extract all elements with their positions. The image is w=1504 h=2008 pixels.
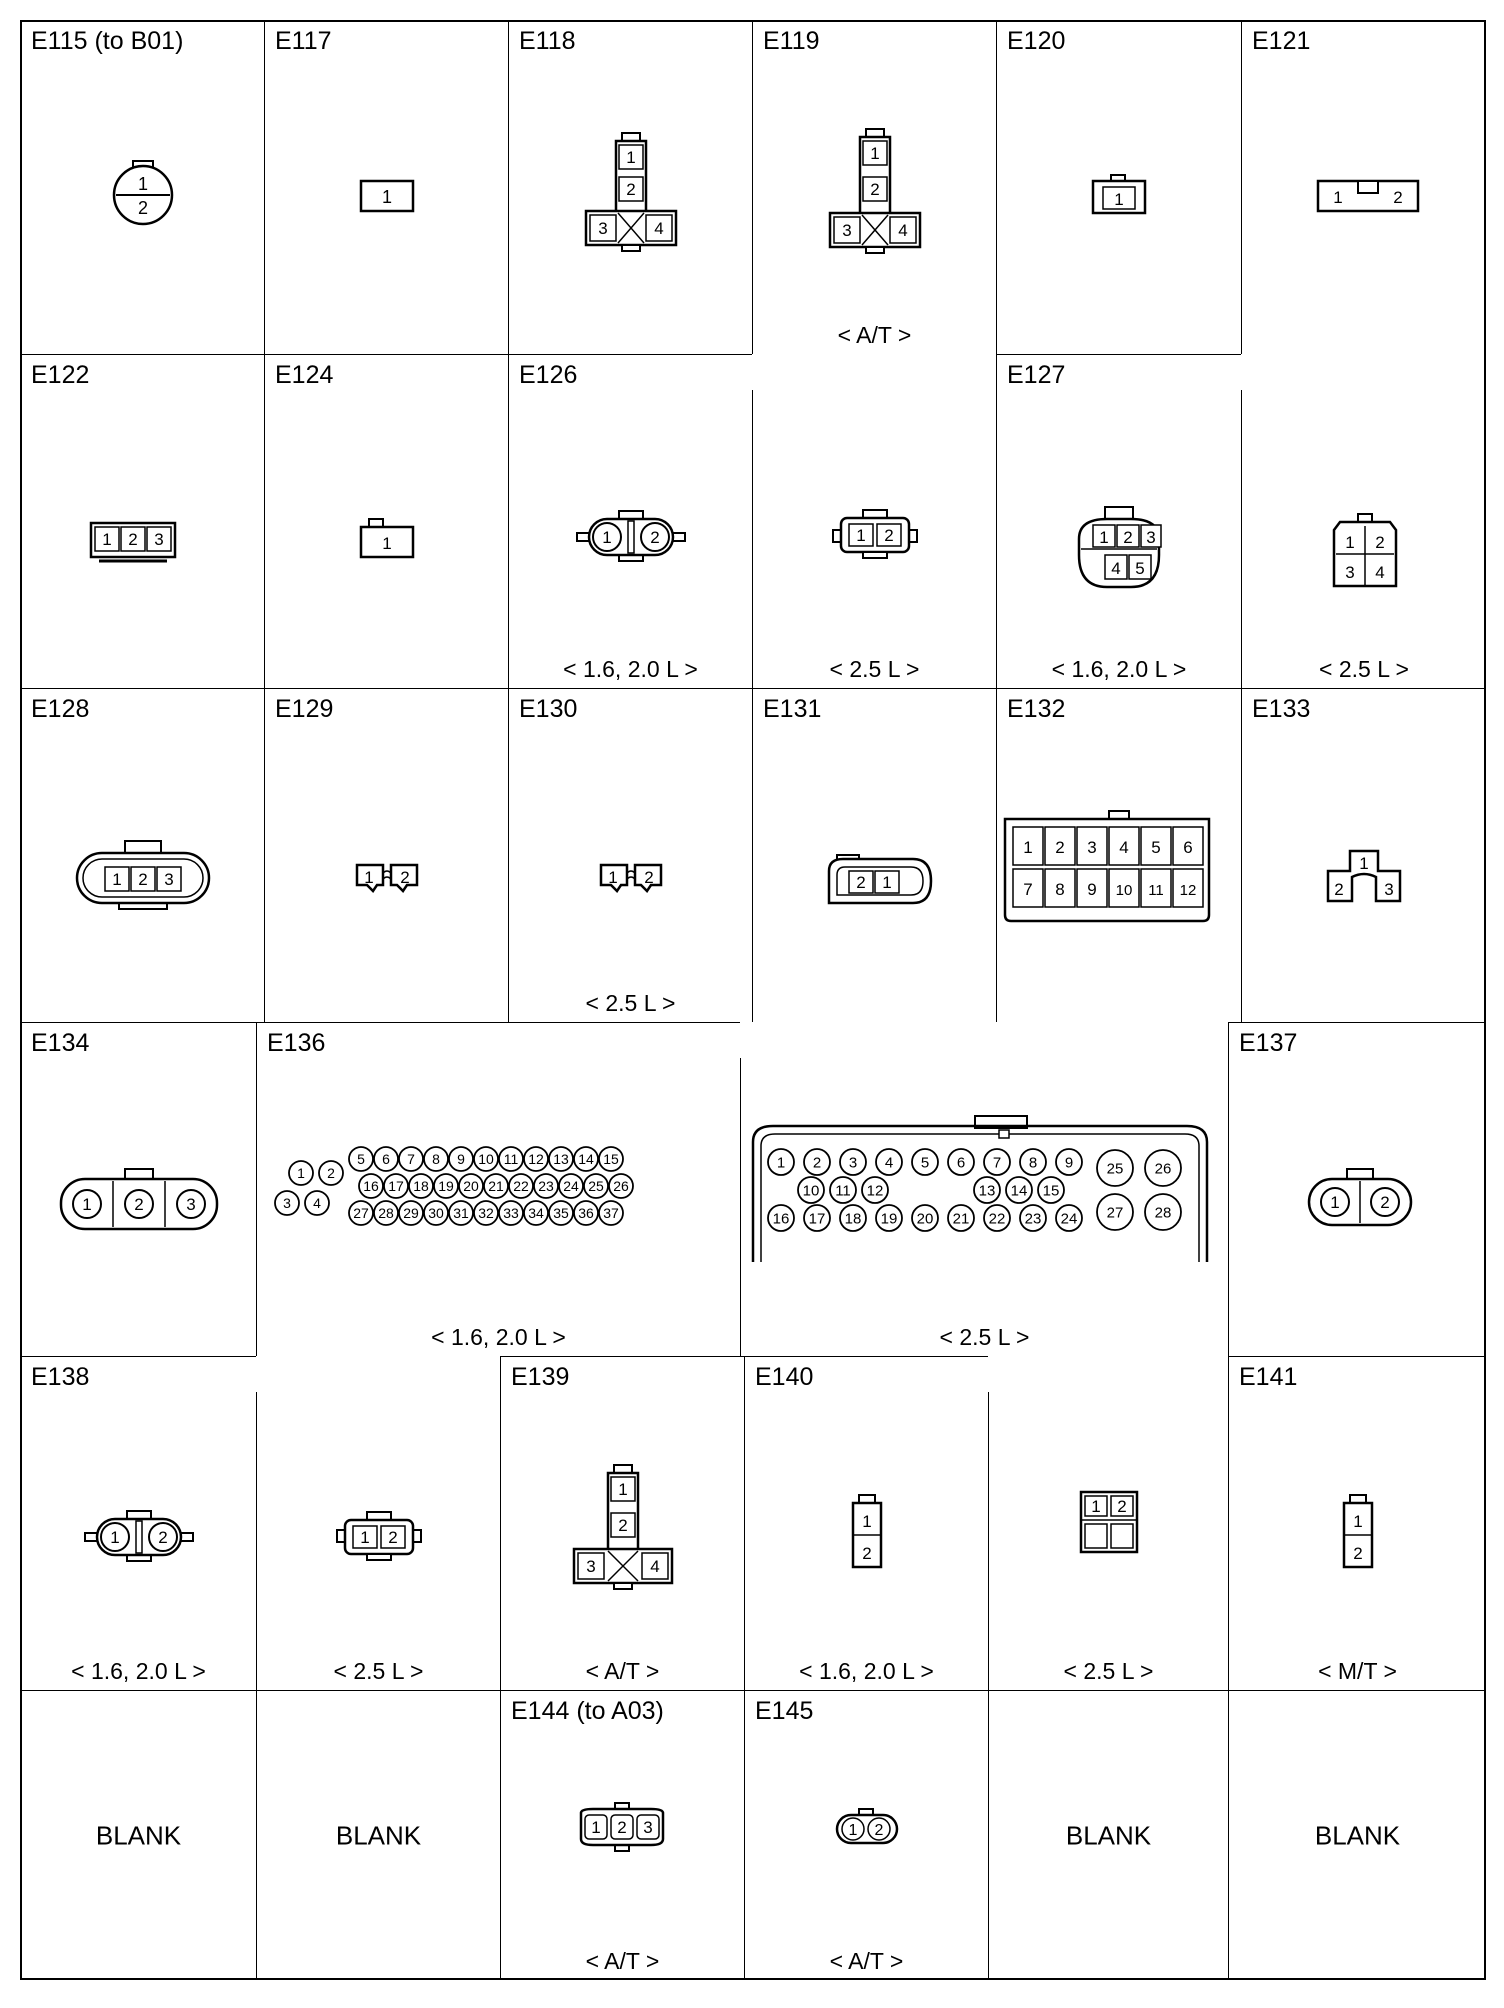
connector-e127-diagram xyxy=(997,355,1241,688)
pin-number: 15 xyxy=(603,1150,619,1167)
svg-text:3: 3 xyxy=(154,530,164,549)
variant-note: < 1.6, 2.0 L > xyxy=(1051,656,1187,682)
svg-text:2: 2 xyxy=(617,1818,627,1837)
pin-number: 4 xyxy=(1119,838,1129,857)
pin-number: 2 xyxy=(327,1164,335,1181)
connector-cell-e126-variant xyxy=(752,390,996,688)
pin-number: 6 xyxy=(1183,838,1193,857)
svg-text:2: 2 xyxy=(1375,533,1385,552)
connector-e129-diagram xyxy=(265,689,508,1022)
pin-number: 23 xyxy=(1024,1210,1042,1228)
pin-number: 23 xyxy=(538,1177,554,1194)
svg-text:3: 3 xyxy=(1146,528,1156,547)
svg-text:2: 2 xyxy=(1334,880,1344,899)
pin-number: 10 xyxy=(478,1150,494,1167)
connector-e136-variant-diagram xyxy=(741,1058,1228,1356)
pin-number: 4 xyxy=(884,1154,894,1172)
connector-label: E127 xyxy=(1007,361,1066,389)
svg-text:1: 1 xyxy=(1345,533,1355,552)
connector-cell-e127 xyxy=(996,354,1241,688)
pin-number: 12 xyxy=(866,1182,884,1200)
connector-cell-e138 xyxy=(20,1356,256,1690)
connector-cell-e141 xyxy=(1228,1356,1486,1690)
svg-text:2: 2 xyxy=(128,530,138,549)
connector-cell-e136 xyxy=(256,1022,740,1356)
connector-label: E120 xyxy=(1007,27,1066,55)
svg-text:2: 2 xyxy=(862,1544,872,1563)
variant-note: < 2.5 L > xyxy=(1063,1658,1154,1684)
connector-e140-diagram xyxy=(745,1357,988,1690)
pin-number: 19 xyxy=(438,1177,454,1194)
svg-text:1: 1 xyxy=(112,870,122,889)
connector-cell-e118 xyxy=(508,20,752,354)
connector-label: E132 xyxy=(1007,695,1066,723)
connector-label: E124 xyxy=(275,361,334,389)
svg-text:4: 4 xyxy=(650,1557,660,1576)
connector-label: E119 xyxy=(763,27,820,55)
pin-number: 31 xyxy=(453,1204,469,1221)
svg-text:2: 2 xyxy=(644,868,654,887)
pin-number: 37 xyxy=(603,1204,619,1221)
connector-e133-diagram xyxy=(1242,689,1486,1022)
connector-label: E134 xyxy=(31,1029,90,1057)
pin-number: 27 xyxy=(353,1204,369,1221)
pin-number: 36 xyxy=(578,1204,594,1221)
pin-number: 32 xyxy=(478,1204,494,1221)
blank-label: BLANK xyxy=(335,1820,422,1850)
blank-label: BLANK xyxy=(95,1820,182,1850)
connector-e136-diagram xyxy=(257,1023,740,1356)
svg-text:3: 3 xyxy=(1345,563,1355,582)
pin-number: 9 xyxy=(1087,880,1097,899)
svg-text:1: 1 xyxy=(364,868,374,887)
connector-e137-diagram xyxy=(1229,1023,1486,1356)
svg-text:3: 3 xyxy=(186,1195,196,1214)
variant-note: < A/T > xyxy=(829,1948,904,1974)
pin-number: 11 xyxy=(503,1150,519,1167)
connector-cell-blank-4 xyxy=(1228,1690,1486,1980)
pin-number: 16 xyxy=(363,1177,379,1194)
connector-e134-diagram xyxy=(21,1023,256,1356)
svg-text:2: 2 xyxy=(1353,1544,1363,1563)
connector-cell-e144 xyxy=(500,1690,744,1980)
connector-label: E141 xyxy=(1239,1363,1298,1391)
pin-number: 15 xyxy=(1042,1182,1060,1200)
connector-cell-e115 xyxy=(20,20,264,354)
pin-number: 3 xyxy=(1087,838,1097,857)
pin-number: 11 xyxy=(1148,882,1164,899)
svg-text:1: 1 xyxy=(382,534,392,553)
pin-number: 21 xyxy=(952,1210,970,1228)
connector-cell-e120 xyxy=(996,20,1241,354)
svg-text:1: 1 xyxy=(626,148,636,167)
variant-note: < 2.5 L > xyxy=(333,1658,424,1684)
connector-cell-e131 xyxy=(752,688,996,1022)
svg-text:2: 2 xyxy=(400,868,410,887)
variant-note: < 2.5 L > xyxy=(1319,656,1409,682)
connector-cell-e127-variant xyxy=(1241,390,1486,688)
connector-label: E137 xyxy=(1239,1029,1298,1057)
pin-number: 10 xyxy=(802,1182,820,1200)
connector-label: E136 xyxy=(267,1029,326,1057)
connector-cell-e133 xyxy=(1241,688,1486,1022)
pin-number: 27 xyxy=(1106,1204,1124,1222)
connector-cell-blank-3 xyxy=(988,1690,1228,1980)
svg-text:1: 1 xyxy=(1091,1497,1101,1516)
svg-text:2: 2 xyxy=(650,528,660,547)
pin-number: 25 xyxy=(588,1177,604,1194)
pin-number: 25 xyxy=(1106,1160,1124,1178)
pin-number: 7 xyxy=(407,1150,415,1167)
svg-text:3: 3 xyxy=(643,1818,653,1837)
svg-text:2: 2 xyxy=(137,198,149,218)
svg-text:2: 2 xyxy=(134,1195,144,1214)
pin-number: 20 xyxy=(463,1177,479,1194)
pin-number: 18 xyxy=(844,1210,862,1228)
connector-label: E131 xyxy=(763,695,822,723)
svg-text:1: 1 xyxy=(870,144,880,163)
pin-number: 11 xyxy=(835,1182,851,1200)
pin-number: 8 xyxy=(432,1150,440,1167)
connector-e124-diagram xyxy=(265,355,508,688)
connector-e138-diagram xyxy=(21,1357,256,1690)
svg-text:1: 1 xyxy=(1333,188,1343,207)
connector-e126-variant-diagram xyxy=(753,390,996,688)
connector-cell-e128 xyxy=(20,688,264,1022)
connector-label: E126 xyxy=(519,361,578,389)
pin-number: 9 xyxy=(457,1150,465,1167)
svg-text:5: 5 xyxy=(1135,559,1145,578)
pin-number: 8 xyxy=(1055,880,1065,899)
pin-number: 30 xyxy=(428,1204,444,1221)
connector-label: E117 xyxy=(275,27,332,55)
connector-e132-diagram xyxy=(997,689,1241,1022)
connector-e139-diagram xyxy=(501,1357,744,1690)
pin-number: 1 xyxy=(297,1164,305,1181)
pin-number: 14 xyxy=(1010,1182,1028,1200)
svg-text:1: 1 xyxy=(1330,1193,1340,1212)
svg-text:3: 3 xyxy=(586,1557,596,1576)
pin-number: 1 xyxy=(1023,838,1033,857)
pin-number: 21 xyxy=(488,1177,504,1194)
connector-label: E128 xyxy=(31,695,90,723)
svg-text:1: 1 xyxy=(102,530,112,549)
pin-number: 26 xyxy=(613,1177,629,1194)
pin-number: 14 xyxy=(578,1150,594,1167)
connector-label: E138 xyxy=(31,1363,90,1391)
pin-number: 22 xyxy=(513,1177,529,1194)
pin-number: 5 xyxy=(920,1154,930,1172)
svg-text:2: 2 xyxy=(618,1516,628,1535)
connector-e126-diagram xyxy=(509,355,752,688)
connector-label: E140 xyxy=(755,1363,814,1391)
svg-text:2: 2 xyxy=(158,1528,168,1547)
connector-cell-e124 xyxy=(264,354,508,688)
connector-cell-e145 xyxy=(744,1690,988,1980)
pin-number: 12 xyxy=(1179,882,1197,899)
pin-number: 33 xyxy=(503,1204,519,1221)
connector-label: E144 (to A03) xyxy=(511,1697,664,1725)
connector-cell-e117 xyxy=(264,20,508,354)
variant-note: < 1.6, 2.0 L > xyxy=(431,1324,566,1350)
variant-note: < 1.6, 2.0 L > xyxy=(71,1658,206,1684)
svg-text:3: 3 xyxy=(598,219,608,238)
connector-e141-diagram xyxy=(1229,1357,1486,1690)
svg-text:2: 2 xyxy=(870,180,880,199)
svg-text:1: 1 xyxy=(82,1195,92,1214)
svg-text:2: 2 xyxy=(1123,528,1133,547)
pin-number: 10 xyxy=(1115,882,1133,899)
svg-text:2: 2 xyxy=(856,873,866,892)
pin-number: 20 xyxy=(916,1210,934,1228)
svg-text:2: 2 xyxy=(1117,1497,1127,1516)
pin-number: 17 xyxy=(388,1177,404,1194)
svg-text:3: 3 xyxy=(164,870,174,889)
svg-text:1: 1 xyxy=(882,873,892,892)
pin-number: 34 xyxy=(528,1204,544,1221)
connector-label: E118 xyxy=(519,27,576,55)
pin-number: 3 xyxy=(283,1194,291,1211)
svg-text:4: 4 xyxy=(1375,563,1385,582)
connector-label: E130 xyxy=(519,695,578,723)
svg-text:1: 1 xyxy=(856,526,866,545)
pin-number: 19 xyxy=(880,1210,898,1228)
svg-text:2: 2 xyxy=(1393,188,1403,207)
svg-text:4: 4 xyxy=(654,219,664,238)
connector-e140-variant-diagram xyxy=(989,1392,1228,1690)
connector-cell-e122 xyxy=(20,354,264,688)
connector-label: E133 xyxy=(1252,695,1311,723)
connector-cell-e132 xyxy=(996,688,1241,1022)
connector-cell-e139 xyxy=(500,1356,744,1690)
connector-e120-diagram xyxy=(997,21,1241,354)
svg-text:1: 1 xyxy=(618,1480,628,1499)
svg-text:2: 2 xyxy=(388,1528,398,1547)
pin-number: 9 xyxy=(1064,1154,1074,1172)
connector-cell-e134 xyxy=(20,1022,256,1356)
connector-e144-diagram xyxy=(501,1691,744,1980)
connector-e128-diagram xyxy=(21,689,264,1022)
variant-note: < 2.5 L > xyxy=(585,990,676,1016)
pin-number: 8 xyxy=(1028,1154,1038,1172)
pin-number: 24 xyxy=(1060,1210,1078,1228)
connector-e121-diagram xyxy=(1242,21,1486,354)
connector-cell-e130 xyxy=(508,688,752,1022)
pin-number: 6 xyxy=(956,1154,966,1172)
connector-e131-diagram xyxy=(753,689,996,1022)
pin-number: 5 xyxy=(357,1150,365,1167)
svg-text:1: 1 xyxy=(862,1512,872,1531)
connector-e127-variant-diagram xyxy=(1242,390,1486,688)
connector-e130-diagram xyxy=(509,689,752,1022)
pin-number: 24 xyxy=(563,1177,579,1194)
pin-number: 26 xyxy=(1154,1160,1172,1178)
svg-text:2: 2 xyxy=(626,180,636,199)
pin-number: 2 xyxy=(812,1154,822,1172)
connector-e118-diagram xyxy=(509,21,752,354)
variant-note: < A/T > xyxy=(585,1658,660,1684)
connector-e122-diagram xyxy=(21,355,264,688)
pin-number: 3 xyxy=(848,1154,858,1172)
svg-text:1: 1 xyxy=(1114,190,1124,209)
pin-number: 29 xyxy=(403,1204,419,1221)
variant-note: < A/T > xyxy=(837,322,912,348)
svg-text:3: 3 xyxy=(842,221,852,240)
pin-number: 12 xyxy=(528,1150,544,1167)
connector-e115-diagram xyxy=(21,21,264,354)
svg-text:2: 2 xyxy=(1380,1193,1390,1212)
pin-number: 6 xyxy=(382,1150,390,1167)
connector-cell-blank-1 xyxy=(20,1690,256,1980)
connector-label: E121 xyxy=(1252,27,1311,55)
pin-number: 4 xyxy=(313,1194,321,1211)
connector-cell-e137 xyxy=(1228,1022,1486,1356)
connector-label: E139 xyxy=(511,1363,570,1391)
variant-note: < 2.5 L > xyxy=(939,1324,1030,1350)
connector-cell-e119 xyxy=(752,20,996,354)
pin-number: 28 xyxy=(1154,1204,1172,1222)
svg-text:4: 4 xyxy=(1111,559,1121,578)
pin-number: 17 xyxy=(808,1210,826,1228)
pin-number: 7 xyxy=(992,1154,1002,1172)
connector-cell-blank-2 xyxy=(256,1690,500,1980)
connector-cell-e140 xyxy=(744,1356,988,1690)
variant-note: < 1.6, 2.0 L > xyxy=(563,656,698,682)
svg-text:1: 1 xyxy=(381,187,393,207)
connector-cell-e138-variant xyxy=(256,1392,500,1690)
pin-number: 16 xyxy=(772,1210,790,1228)
pin-number: 28 xyxy=(378,1204,394,1221)
pin-number: 35 xyxy=(553,1204,569,1221)
connector-grid xyxy=(20,20,1486,1980)
pin-number: 1 xyxy=(776,1154,786,1172)
connector-label: E145 xyxy=(755,1697,814,1725)
svg-text:1: 1 xyxy=(608,868,618,887)
connector-cell-e126 xyxy=(508,354,752,688)
pin-number: 13 xyxy=(553,1150,569,1167)
connector-e138-variant-diagram xyxy=(257,1392,500,1690)
connector-cell-e140-variant xyxy=(988,1392,1228,1690)
blank-label: BLANK xyxy=(1065,1820,1152,1850)
blank-label: BLANK xyxy=(1314,1820,1401,1850)
pin-number: 5 xyxy=(1151,838,1161,857)
connector-cell-e121 xyxy=(1241,20,1486,354)
variant-note: < A/T > xyxy=(585,1948,660,1974)
svg-text:3: 3 xyxy=(1384,880,1394,899)
connector-e119-diagram xyxy=(753,21,996,354)
connector-label: E115 (to B01) xyxy=(31,27,184,55)
connector-e117-diagram xyxy=(265,21,508,354)
svg-text:1: 1 xyxy=(848,1822,858,1839)
svg-text:2: 2 xyxy=(874,1822,884,1839)
pin-number: 2 xyxy=(1055,838,1065,857)
pin-number: 7 xyxy=(1023,880,1033,899)
svg-text:1: 1 xyxy=(137,174,149,194)
pin-number: 13 xyxy=(978,1182,996,1200)
pin-number: 22 xyxy=(988,1210,1006,1228)
connector-label: E122 xyxy=(31,361,90,389)
svg-text:1: 1 xyxy=(1359,854,1369,873)
svg-text:2: 2 xyxy=(138,870,148,889)
svg-text:1: 1 xyxy=(1099,528,1109,547)
variant-note: < 2.5 L > xyxy=(829,656,920,682)
svg-text:2: 2 xyxy=(884,526,894,545)
svg-text:1: 1 xyxy=(110,1528,120,1547)
variant-note: < 1.6, 2.0 L > xyxy=(799,1658,934,1684)
pin-number: 18 xyxy=(413,1177,429,1194)
variant-note: < M/T > xyxy=(1318,1658,1397,1684)
connector-e145-diagram xyxy=(745,1691,988,1980)
svg-text:1: 1 xyxy=(602,528,612,547)
svg-text:1: 1 xyxy=(591,1818,601,1837)
connector-cell-e129 xyxy=(264,688,508,1022)
svg-text:4: 4 xyxy=(898,221,908,240)
svg-text:1: 1 xyxy=(1353,1512,1363,1531)
connector-label: E129 xyxy=(275,695,334,723)
svg-text:1: 1 xyxy=(360,1528,370,1547)
connector-cell-e136-variant xyxy=(740,1058,1228,1356)
